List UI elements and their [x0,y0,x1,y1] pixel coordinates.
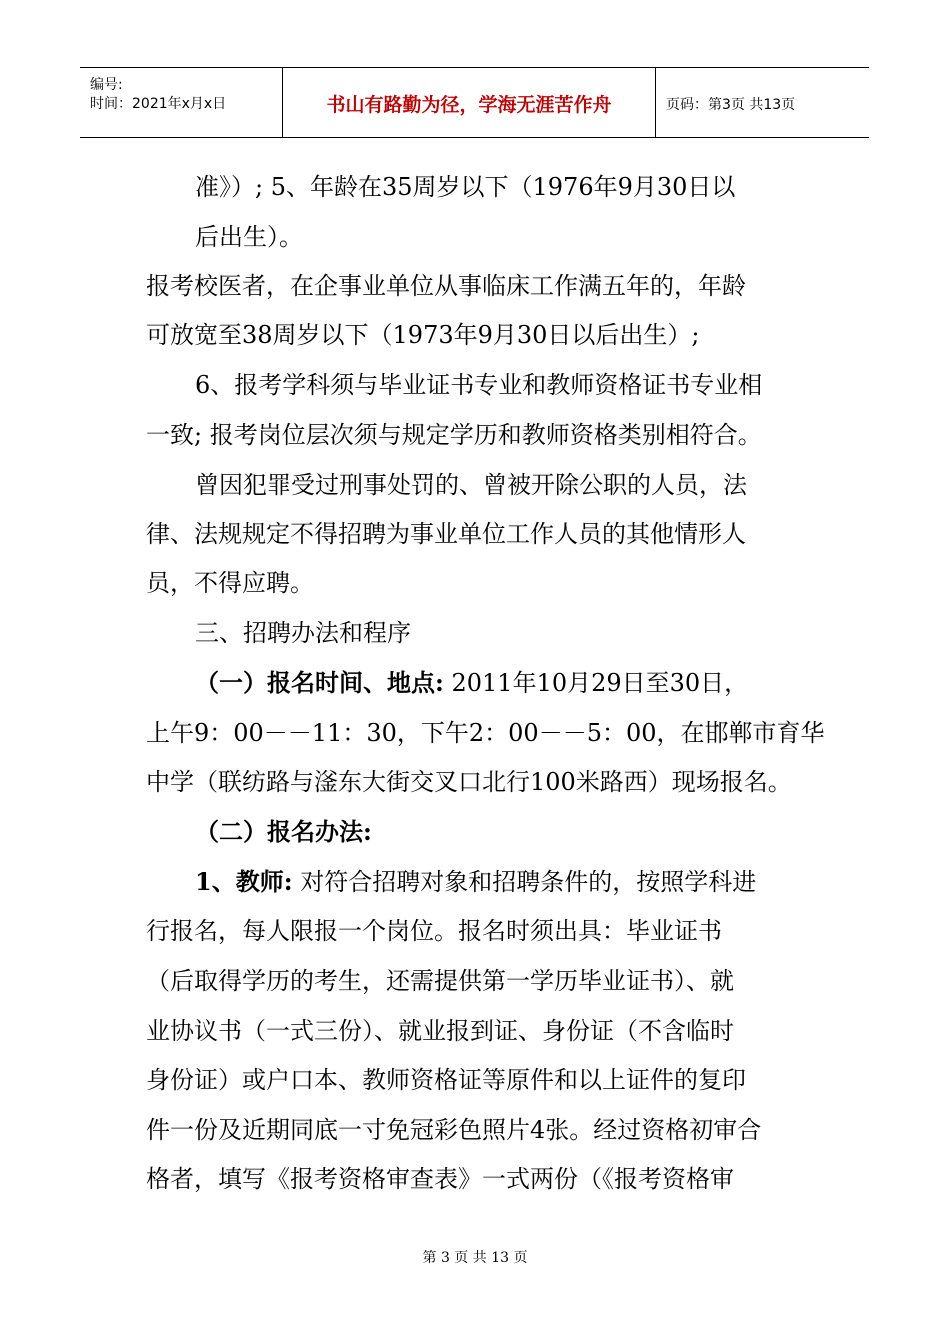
body-line: 一致; 报考岗位层次须与规定学历和教师资格类别相符合。 [146,421,762,449]
header-info-cell [80,68,283,137]
document-number-label: 编号: [90,77,123,93]
body-line: 上午9：00－－11：30，下午2：00－－5：00，在邯郸市育华 [146,719,825,747]
body-line: 准》）; 5、年龄在35周岁以下（1976年9月30日以 [195,173,736,201]
body-line: 报考校医者，在企事业单位从事临床工作满五年的，年龄 [146,272,746,300]
header-motto: 书山有路勤为径，学海无涯苦作舟 [326,94,612,116]
body-line: 业协议书（一式三份）、就业报到证、身份证（不含临时 [146,1017,734,1045]
header-motto-cell [283,68,656,137]
teacher-text: 对符合招聘对象和招聘条件的，按照学科进 [292,868,757,896]
body-line: 可放宽至38周岁以下（1973年9月30日以后出生）; [146,321,700,349]
section-heading: 三、招聘办法和程序 [195,619,411,647]
page-header [80,67,869,138]
registration-time-text: 2011年10月29日至30日， [443,669,749,697]
registration-time-line [195,668,748,698]
body-line: 律、法规规定不得招聘为事业单位工作人员的其他情形人 [146,520,746,548]
body-line: 格者，填写《报考资格审查表》一式两份（《报考资格审 [146,1165,734,1193]
body-line: 后出生）。 [195,223,303,251]
body-line: （后取得学历的考生，还需提供第一学历毕业证书）、就 [146,967,734,995]
body-line: 员，不得应聘。 [146,569,314,597]
registration-time-heading: （一）报名时间、地点: [195,668,444,697]
body-line: 行报名，每人限报一个岗位。报名时须出具：毕业证书 [146,917,722,945]
registration-method-heading: （二）报名办法: [195,817,372,846]
header-page-code: 页码：第3页 共13页 [666,97,796,113]
body-line: 曾因犯罪受过刑事处罚的、曾被开除公职的人员，法 [195,471,747,499]
header-page-cell [656,68,869,137]
teacher-heading: 1、教师: [195,867,293,896]
body-line: 身份证）或户口本、教师资格证等原件和以上证件的复印 [146,1066,746,1094]
page-footer: 第 3 页 共 13 页 [422,1250,528,1266]
teacher-line [195,867,756,897]
body-line: 6、报考学科须与毕业证书专业和教师资格证书专业相 [195,371,763,399]
body-line: 中学（联纺路与滏东大街交叉口北行100米路西）现场报名。 [146,768,792,796]
document-time-label: 时间：2021年x月x日 [90,96,227,112]
body-line: 件一份及近期同底一寸免冠彩色照片4张。经过资格初审合 [146,1116,762,1144]
